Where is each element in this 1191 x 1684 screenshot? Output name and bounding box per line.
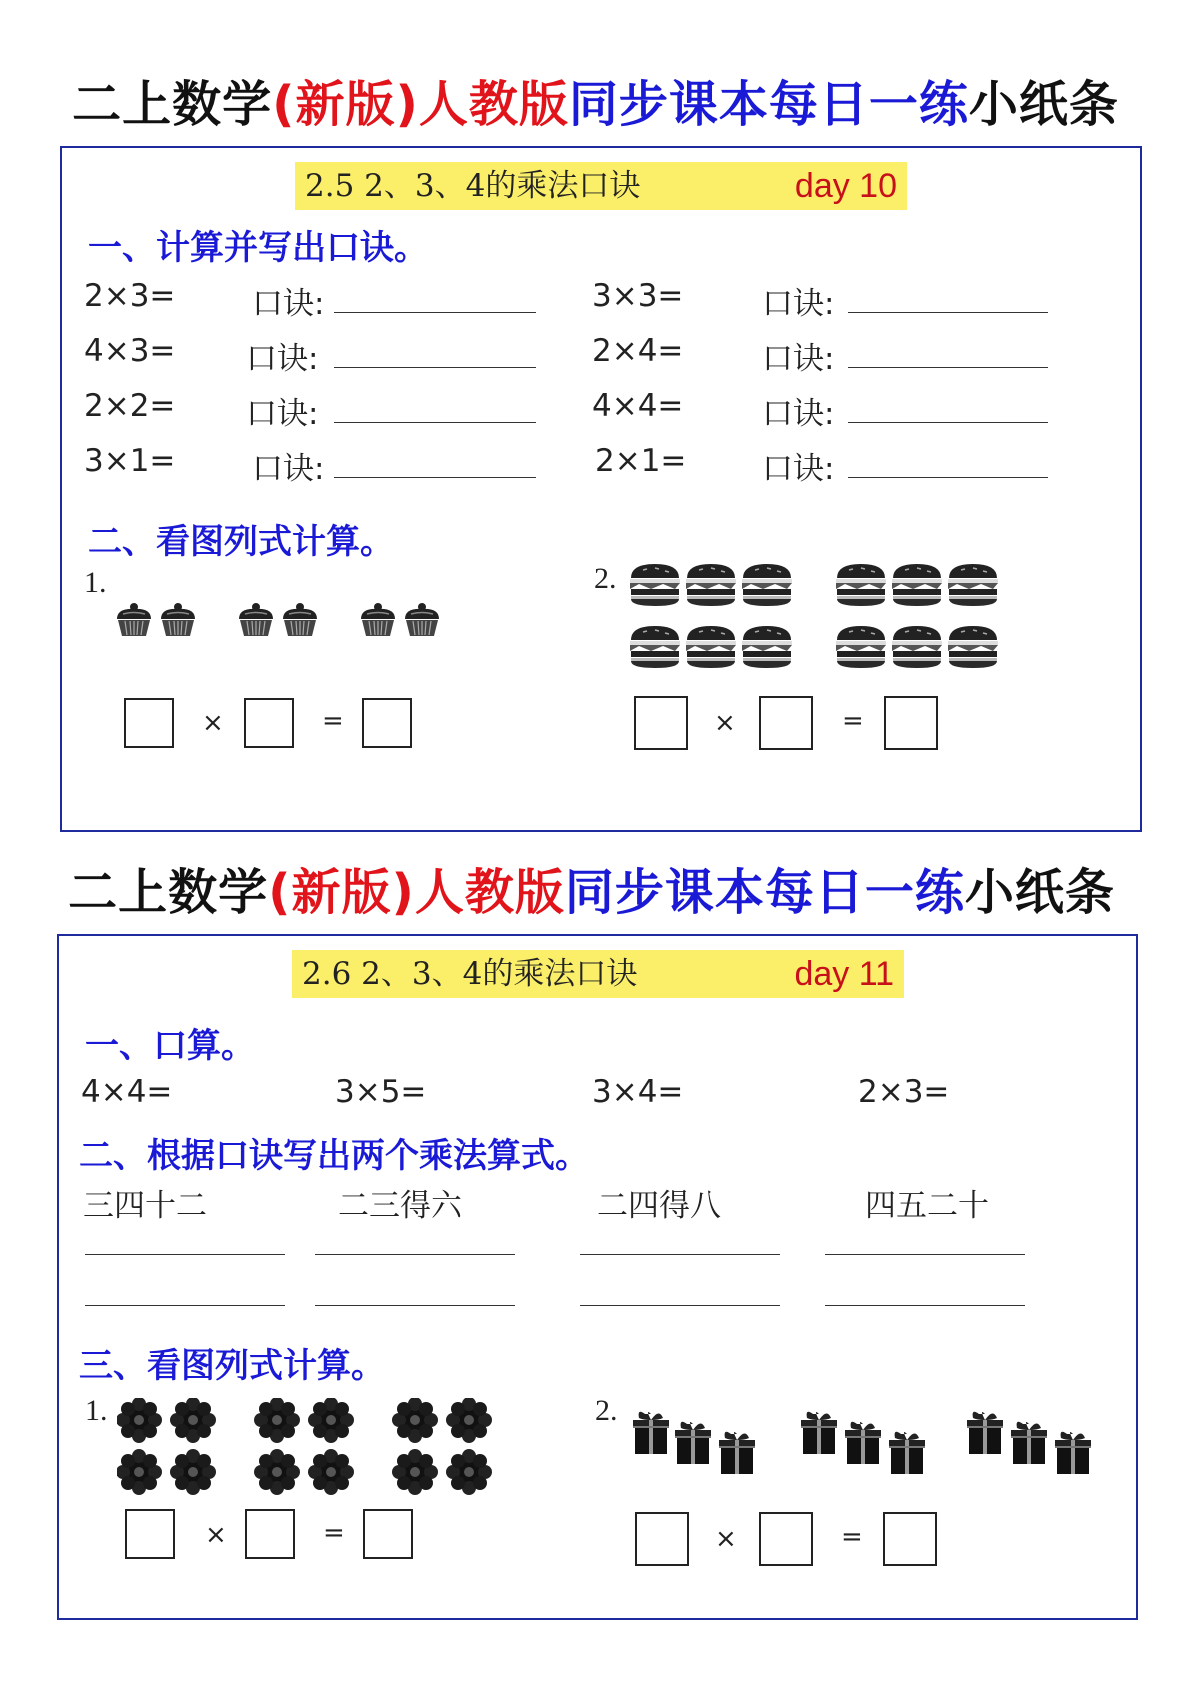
rhyme-label-right-2: 口诀: (762, 341, 835, 377)
expr-right-3: 4×4= (592, 388, 684, 424)
calc-2: 3×5= (335, 1074, 427, 1110)
sheet2-q2-box-c[interactable] (883, 1512, 937, 1566)
equation-line-1b[interactable] (85, 1305, 285, 1306)
answer-line-right-3[interactable] (848, 422, 1048, 423)
answer-line-left-2[interactable] (334, 367, 536, 368)
sheet2-q1-number: 1. (85, 1394, 108, 1427)
sheet1-banner (295, 162, 907, 210)
expr-right-4: 2×1= (595, 443, 687, 479)
cupcake-icon (114, 600, 454, 642)
sheet1-q1-times: × (202, 708, 224, 738)
answer-line-left-4[interactable] (334, 477, 536, 478)
answer-line-left-3[interactable] (334, 422, 536, 423)
equation-line-3b[interactable] (580, 1305, 780, 1306)
expr-left-1: 2×3= (84, 278, 176, 314)
title-part-edition: (新版)人教版 (272, 76, 569, 133)
equation-line-4a[interactable] (825, 1254, 1025, 1255)
rhyme-2: 二三得六 (338, 1188, 462, 1224)
sheet2-q1-box-c[interactable] (363, 1509, 413, 1559)
title-part-slip: 小纸条 (964, 864, 1115, 921)
sheet2-lesson-title: 2.6 2、3、4的乘法口诀 (302, 956, 638, 992)
sheet1-q2-box-b[interactable] (759, 696, 813, 750)
sheet1-q2-times: × (714, 708, 736, 738)
sheet2-section2-heading: 二、根据口诀写出两个乘法算式。 (79, 1136, 589, 1176)
sheet2-q1-box-a[interactable] (125, 1509, 175, 1559)
sheet1-section2-heading: 二、看图列式计算。 (88, 522, 394, 562)
title-part-edition: (新版)人教版 (268, 864, 565, 921)
sheet1-lesson-title: 2.5 2、3、4的乘法口诀 (305, 168, 641, 204)
sheet1-section1-heading: 一、计算并写出口诀。 (88, 228, 428, 268)
sheet2-q2-box-b[interactable] (759, 1512, 813, 1566)
answer-line-right-2[interactable] (848, 367, 1048, 368)
title-part-slip: 小纸条 (968, 76, 1119, 133)
rhyme-label-right-3: 口诀: (762, 396, 835, 432)
sheet2-q2-equals: = (841, 1522, 863, 1552)
sheet2-banner (292, 950, 904, 998)
rhyme-label-left-3: 口诀: (246, 396, 319, 432)
rhyme-label-left-1: 口诀: (252, 286, 325, 322)
sheet1-q1-number: 1. (84, 566, 107, 599)
sheet2-card (57, 934, 1138, 1620)
expr-left-4: 3×1= (84, 443, 176, 479)
equation-line-2b[interactable] (315, 1305, 515, 1306)
sheet1-q1-equals: = (322, 706, 344, 736)
sheet2-q1-equals: = (323, 1518, 345, 1548)
sheet2-section1-heading: 一、口算。 (85, 1026, 255, 1066)
expr-left-3: 2×2= (84, 388, 176, 424)
title-part-sync: 同步课本每日一练 (568, 76, 969, 133)
sheet2-q1-times: × (205, 1520, 227, 1550)
sheet1-day: day 10 (794, 167, 897, 205)
title-part-grade: 二上数学 (72, 76, 273, 133)
sheet2-q1-box-b[interactable] (245, 1509, 295, 1559)
sheet2-title (0, 854, 1187, 924)
title-part-grade: 二上数学 (68, 864, 269, 921)
rhyme-1: 三四十二 (83, 1188, 207, 1224)
equation-line-4b[interactable] (825, 1305, 1025, 1306)
sheet2-section3-heading: 三、看图列式计算。 (79, 1346, 385, 1386)
calc-1: 4×4= (81, 1074, 173, 1110)
rhyme-label-right-4: 口诀: (762, 451, 835, 487)
sheet1-card (60, 146, 1142, 832)
title-part-sync: 同步课本每日一练 (564, 864, 965, 921)
equation-line-2a[interactable] (315, 1254, 515, 1255)
sheet2-day: day 11 (794, 955, 894, 993)
sheet1-title (0, 66, 1191, 136)
sheet1-q1-box-a[interactable] (124, 698, 174, 748)
rhyme-label-left-4: 口诀: (252, 451, 325, 487)
gift-box-icon (631, 1410, 1091, 1480)
sheet1-q1-box-b[interactable] (244, 698, 294, 748)
expr-right-2: 2×4= (592, 333, 684, 369)
equation-line-1a[interactable] (85, 1254, 285, 1255)
sheet1-q1-box-c[interactable] (362, 698, 412, 748)
answer-line-right-4[interactable] (848, 477, 1048, 478)
flower-icon (117, 1398, 497, 1498)
sheet2-q2-number: 2. (595, 1394, 618, 1427)
burger-icon (629, 562, 1009, 672)
rhyme-label-right-1: 口诀: (762, 286, 835, 322)
sheet1-q2-box-a[interactable] (634, 696, 688, 750)
expr-left-2: 4×3= (84, 333, 176, 369)
rhyme-label-left-2: 口诀: (246, 341, 319, 377)
sheet2-q2-box-a[interactable] (635, 1512, 689, 1566)
answer-line-left-1[interactable] (334, 312, 536, 313)
sheet1-q2-box-c[interactable] (884, 696, 938, 750)
rhyme-3: 二四得八 (597, 1188, 721, 1224)
answer-line-right-1[interactable] (848, 312, 1048, 313)
sheet2-q2-times: × (715, 1524, 737, 1554)
sheet1-q2-number: 2. (594, 562, 617, 595)
equation-line-3a[interactable] (580, 1254, 780, 1255)
sheet1-q2-equals: = (842, 706, 864, 736)
calc-4: 2×3= (858, 1074, 950, 1110)
calc-3: 3×4= (592, 1074, 684, 1110)
rhyme-4: 四五二十 (865, 1188, 989, 1224)
expr-right-1: 3×3= (592, 278, 684, 314)
